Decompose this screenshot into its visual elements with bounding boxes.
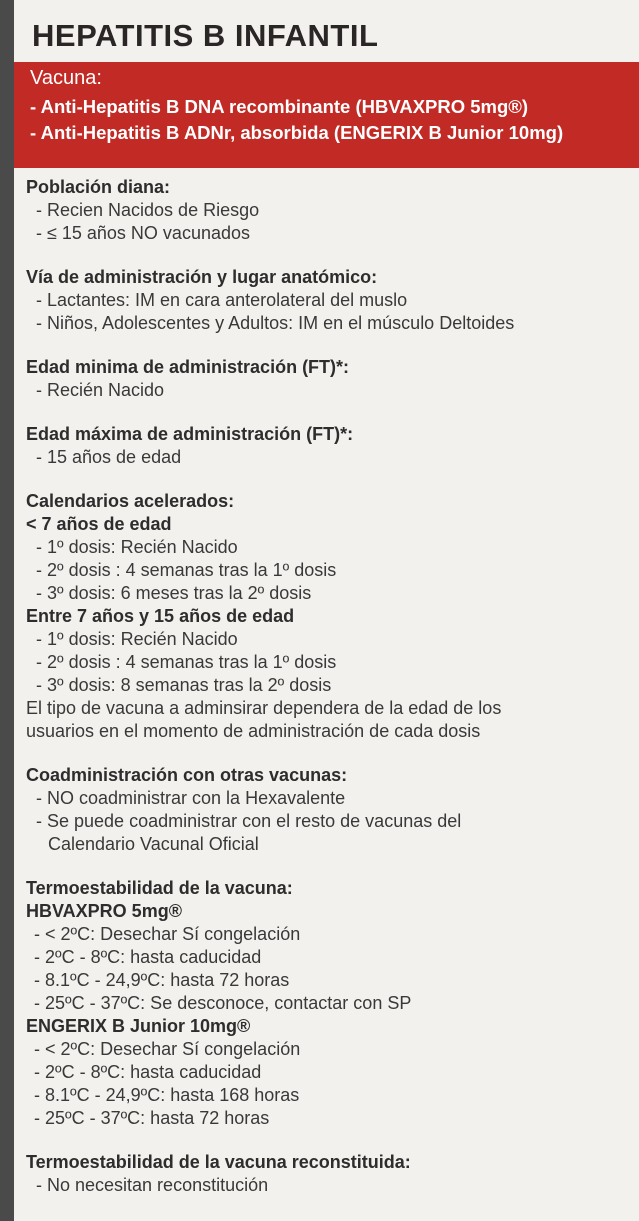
list-item: - 1º dosis: Recién Nacido [36,537,238,557]
section-heading: Calendarios acelerados: [26,491,235,511]
vaccine-label: Vacuna: [30,67,102,89]
section-heading: Termoestabilidad de la vacuna: [26,878,293,898]
list-item: - 1º dosis: Recién Nacido [36,629,238,649]
section-coadministracion [26,764,631,856]
vaccine-info-card [14,0,639,1221]
list-item: - Se puede coadministrar con el resto de vacunas del [36,811,462,831]
content [14,168,639,1197]
list-item: - < 2ºC: Desechar Sí congelación [34,1039,301,1059]
section-heading: Edad máxima de administración (FT)*: [26,424,354,444]
list-item: - NO coadministrar con la Hexavalente [36,788,346,808]
list-item: - 8.1ºC - 24,9ºC: hasta 72 horas [34,970,290,990]
section-heading: Población diana: [26,177,171,197]
section-reconstituida [26,1151,631,1197]
list-item: - 2º dosis : 4 semanas tras la 1º dosis [36,560,337,580]
list-item-continuation: Calendario Vacunal Oficial [48,834,259,854]
vaccine-banner [14,62,639,168]
list-item: - Recién Nacido [36,380,165,400]
section-termoestabilidad [26,877,631,1130]
list-item: - 3º dosis: 6 meses tras la 2º dosis [36,583,312,603]
list-item: - 2º dosis : 4 semanas tras la 1º dosis [36,652,337,672]
list-item: - ≤ 15 años NO vacunados [36,223,250,243]
list-item: - Lactantes: IM en cara anterolateral del muslo [36,290,408,310]
section-heading: Coadministración con otras vacunas: [26,765,348,785]
list-item: - Recien Nacidos de Riesgo [36,200,260,220]
list-item: - Niños, Adolescentes y Adultos: IM en el músculo Deltoides [36,313,515,333]
subheading: Entre 7 años y 15 años de edad [26,606,295,626]
section-heading: Edad minima de administración (FT)*: [26,357,350,377]
list-item: - 25ºC - 37ºC: Se desconoce, contactar con SP [34,993,412,1013]
section-poblacion [26,176,631,245]
list-item: - 25ºC - 37ºC: hasta 72 horas [34,1108,270,1128]
list-item: - 15 años de edad [36,447,182,467]
subheading: HBVAXPRO 5mg® [26,901,182,921]
note-text: El tipo de vacuna a adminsirar dependera de la edad de los [26,698,502,718]
section-via [26,266,631,335]
note-text: usuarios en el momento de administración de cada dosis [26,721,481,741]
page-title: HEPATITIS B INFANTIL [32,18,379,53]
list-item: - 2ºC - 8ºC: hasta caducidad [34,1062,262,1082]
section-heading: Vía de administración y lugar anatómico: [26,267,378,287]
subheading: ENGERIX B Junior 10mg® [26,1016,251,1036]
list-item: - 2ºC - 8ºC: hasta caducidad [34,947,262,967]
list-item: - 8.1ºC - 24,9ºC: hasta 168 horas [34,1085,300,1105]
vaccine-item: - Anti-Hepatitis B ADNr, absorbida (ENGERIX B Junior 10mg) [30,122,564,143]
list-item: - < 2ºC: Desechar Sí congelación [34,924,301,944]
subheading: < 7 años de edad [26,514,172,534]
vaccine-item: - Anti-Hepatitis B DNA recombinante (HBVAXPRO 5mg®) [30,96,529,117]
section-calendarios [26,490,631,743]
section-edad-minima [26,356,631,402]
list-item: - No necesitan reconstitución [36,1175,269,1195]
section-edad-maxima [26,423,631,469]
section-heading: Termoestabilidad de la vacuna reconstituida: [26,1152,411,1172]
list-item: - 3º dosis: 8 semanas tras la 2º dosis [36,675,332,695]
